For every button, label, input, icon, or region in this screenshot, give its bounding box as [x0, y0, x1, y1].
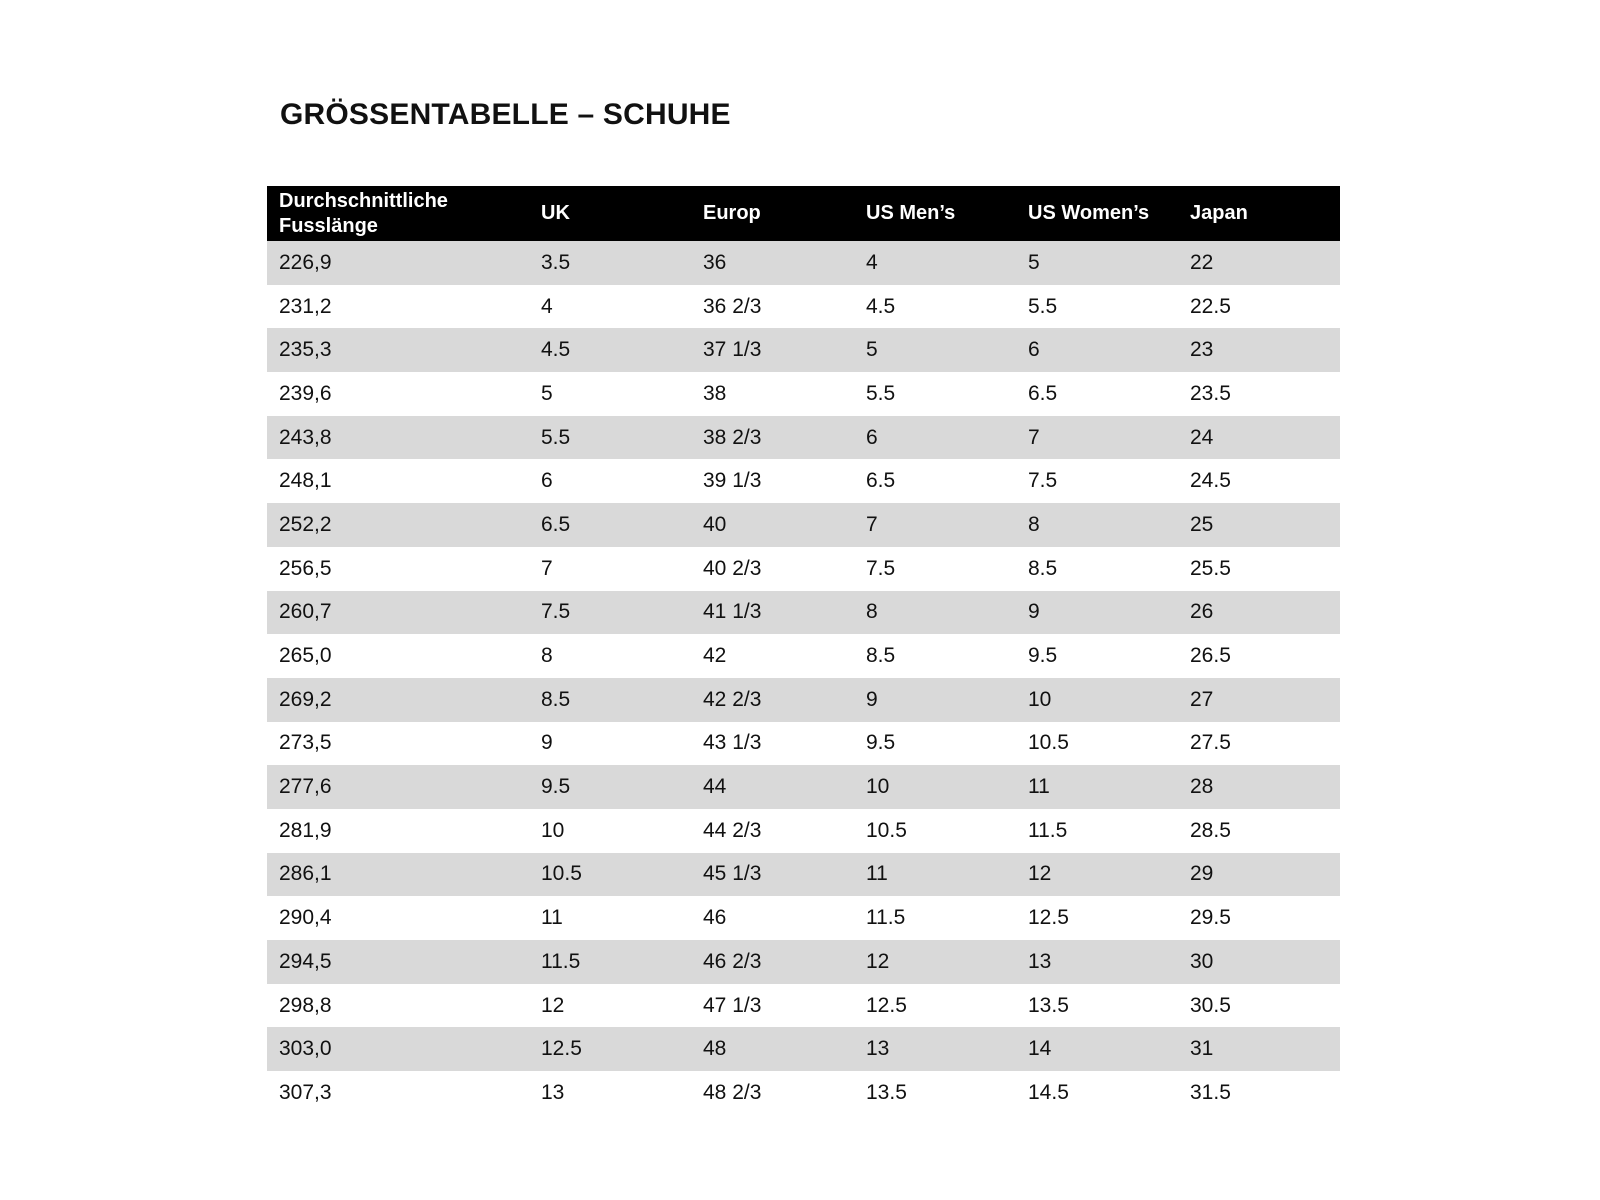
table-row [267, 503, 1340, 547]
cell-us-mens: 4.5 [866, 294, 896, 318]
cell-foot-length: 281,9 [279, 818, 332, 842]
column-header-label: Europ [703, 202, 761, 224]
cell-europ: 48 2/3 [703, 1080, 762, 1104]
cell-uk: 6 [541, 469, 553, 493]
cell-us-womens: 7 [1028, 425, 1040, 449]
cell-us-womens: 9 [1028, 600, 1040, 624]
cell-us-womens: 11.5 [1028, 818, 1068, 842]
cell-uk: 4.5 [541, 338, 571, 362]
cell-foot-length: 260,7 [279, 600, 332, 624]
cell-us-womens: 6 [1028, 338, 1040, 362]
cell-foot-length: 235,3 [279, 338, 332, 362]
cell-uk: 7 [541, 556, 553, 580]
table-row [267, 416, 1340, 460]
cell-europ: 44 [703, 775, 727, 799]
cell-us-womens: 12.5 [1028, 906, 1069, 930]
cell-uk: 6.5 [541, 512, 571, 536]
table-row [267, 809, 1340, 853]
cell-japan: 28.5 [1190, 818, 1231, 842]
header-europ [691, 186, 854, 241]
column-header-label: Durchschnittliche [279, 189, 448, 212]
cell-us-mens: 13 [866, 1037, 890, 1061]
cell-europ: 37 1/3 [703, 338, 762, 362]
cell-uk: 12.5 [541, 1037, 582, 1061]
cell-europ: 36 [703, 250, 727, 274]
cell-foot-length: 231,2 [279, 294, 332, 318]
cell-europ: 47 1/3 [703, 993, 762, 1017]
cell-uk: 11.5 [541, 949, 581, 973]
cell-europ: 42 [703, 644, 727, 668]
cell-japan: 22.5 [1190, 294, 1231, 318]
cell-us-mens: 9.5 [866, 731, 896, 755]
cell-foot-length: 286,1 [279, 862, 332, 886]
header-us-mens [854, 186, 1016, 241]
cell-us-mens: 12.5 [866, 993, 907, 1017]
cell-uk: 9.5 [541, 775, 571, 799]
table-row [267, 459, 1340, 503]
cell-us-mens: 12 [866, 949, 890, 973]
cell-europ: 48 [703, 1037, 727, 1061]
cell-foot-length: 269,2 [279, 687, 332, 711]
cell-foot-length: 226,9 [279, 250, 332, 274]
cell-us-womens: 11 [1028, 775, 1050, 799]
cell-us-mens: 10.5 [866, 818, 907, 842]
cell-us-womens: 13.5 [1028, 993, 1069, 1017]
table-row [267, 896, 1340, 940]
cell-japan: 27.5 [1190, 731, 1231, 755]
cell-uk: 13 [541, 1080, 565, 1104]
table-body [267, 241, 1340, 1115]
cell-us-mens: 6.5 [866, 469, 896, 493]
cell-japan: 25 [1190, 512, 1214, 536]
column-header-label: UK [541, 202, 570, 224]
table-row [267, 940, 1340, 984]
table-row [267, 328, 1340, 372]
table-row [267, 285, 1340, 329]
cell-foot-length: 265,0 [279, 644, 332, 668]
column-header-label: Fusslänge [279, 214, 378, 237]
cell-japan: 30 [1190, 949, 1214, 973]
column-header-label: US Women’s [1028, 202, 1150, 224]
cell-europ: 46 [703, 906, 727, 930]
cell-us-mens: 7 [866, 512, 878, 536]
table-row [267, 1027, 1340, 1071]
cell-japan: 23.5 [1190, 381, 1231, 405]
cell-uk: 9 [541, 731, 553, 755]
header-japan [1178, 186, 1340, 241]
header-row [267, 186, 1340, 241]
cell-japan: 29.5 [1190, 906, 1231, 930]
header-uk [529, 186, 691, 241]
cell-europ: 38 [703, 381, 727, 405]
cell-us-mens: 8.5 [866, 644, 896, 668]
cell-europ: 43 1/3 [703, 731, 762, 755]
cell-us-womens: 8 [1028, 512, 1040, 536]
table-row [267, 853, 1340, 897]
table-header [267, 186, 1340, 241]
cell-europ: 40 2/3 [703, 556, 762, 580]
cell-us-mens: 4 [866, 250, 878, 274]
table-row [267, 765, 1340, 809]
cell-japan: 31 [1190, 1037, 1214, 1061]
cell-us-womens: 10.5 [1028, 731, 1069, 755]
cell-europ: 36 2/3 [703, 294, 762, 318]
cell-us-womens: 5.5 [1028, 294, 1058, 318]
cell-japan: 29 [1190, 862, 1214, 886]
cell-japan: 27 [1190, 687, 1214, 711]
cell-us-womens: 9.5 [1028, 644, 1058, 668]
cell-japan: 24 [1190, 425, 1214, 449]
cell-uk: 3.5 [541, 250, 571, 274]
table-row [267, 372, 1340, 416]
cell-europ: 41 1/3 [703, 600, 762, 624]
cell-europ: 39 1/3 [703, 469, 762, 493]
cell-europ: 38 2/3 [703, 425, 762, 449]
cell-japan: 26 [1190, 600, 1214, 624]
cell-japan: 28 [1190, 775, 1214, 799]
cell-foot-length: 303,0 [279, 1037, 332, 1061]
cell-us-womens: 5 [1028, 250, 1040, 274]
cell-uk: 8 [541, 644, 553, 668]
cell-uk: 12 [541, 993, 565, 1017]
table-row [267, 1071, 1340, 1115]
cell-japan: 25.5 [1190, 556, 1231, 580]
cell-japan: 31.5 [1190, 1080, 1231, 1104]
header-foot-length [267, 186, 529, 241]
cell-us-womens: 7.5 [1028, 469, 1058, 493]
cell-foot-length: 248,1 [279, 469, 332, 493]
cell-foot-length: 256,5 [279, 556, 332, 580]
cell-us-mens: 6 [866, 425, 878, 449]
cell-us-mens: 11 [866, 862, 888, 886]
cell-us-womens: 12 [1028, 862, 1052, 886]
cell-us-womens: 6.5 [1028, 381, 1058, 405]
cell-us-mens: 9 [866, 687, 878, 711]
cell-us-womens: 8.5 [1028, 556, 1058, 580]
table-row [267, 241, 1340, 285]
cell-europ: 45 1/3 [703, 862, 762, 886]
cell-uk: 10 [541, 818, 565, 842]
table-row [267, 634, 1340, 678]
cell-europ: 44 2/3 [703, 818, 762, 842]
cell-uk: 4 [541, 294, 553, 318]
cell-europ: 46 2/3 [703, 949, 762, 973]
cell-foot-length: 239,6 [279, 381, 332, 405]
cell-uk: 5.5 [541, 425, 571, 449]
cell-us-mens: 10 [866, 775, 890, 799]
cell-us-womens: 10 [1028, 687, 1052, 711]
cell-foot-length: 307,3 [279, 1080, 332, 1104]
cell-uk: 10.5 [541, 862, 582, 886]
cell-japan: 24.5 [1190, 469, 1231, 493]
page-title: GRÖSSENTABELLE – SCHUHE [280, 98, 731, 131]
cell-europ: 40 [703, 512, 727, 536]
table-row [267, 678, 1340, 722]
size-table [267, 186, 1340, 1115]
cell-us-mens: 8 [866, 600, 878, 624]
header-us-womens [1016, 186, 1178, 241]
cell-us-mens: 5 [866, 338, 878, 362]
table-row [267, 984, 1340, 1028]
cell-foot-length: 290,4 [279, 906, 332, 930]
cell-uk: 8.5 [541, 687, 571, 711]
cell-us-mens: 5.5 [866, 381, 896, 405]
cell-us-womens: 13 [1028, 949, 1052, 973]
cell-foot-length: 277,6 [279, 775, 332, 799]
cell-uk: 7.5 [541, 600, 571, 624]
cell-us-womens: 14 [1028, 1037, 1052, 1061]
table-row [267, 547, 1340, 591]
cell-us-mens: 13.5 [866, 1080, 907, 1104]
table-row [267, 722, 1340, 766]
cell-foot-length: 298,8 [279, 993, 332, 1017]
column-header-label: US Men’s [866, 202, 956, 224]
cell-foot-length: 294,5 [279, 949, 332, 973]
column-header-label: Japan [1190, 202, 1248, 224]
cell-uk: 11 [541, 906, 563, 930]
cell-japan: 30.5 [1190, 993, 1231, 1017]
cell-japan: 26.5 [1190, 644, 1231, 668]
cell-us-mens: 11.5 [866, 906, 906, 930]
cell-foot-length: 243,8 [279, 425, 332, 449]
cell-foot-length: 252,2 [279, 512, 332, 536]
table-row [267, 591, 1340, 635]
cell-uk: 5 [541, 381, 553, 405]
cell-europ: 42 2/3 [703, 687, 762, 711]
cell-us-mens: 7.5 [866, 556, 896, 580]
cell-foot-length: 273,5 [279, 731, 332, 755]
cell-us-womens: 14.5 [1028, 1080, 1069, 1104]
cell-japan: 23 [1190, 338, 1214, 362]
cell-japan: 22 [1190, 250, 1214, 274]
